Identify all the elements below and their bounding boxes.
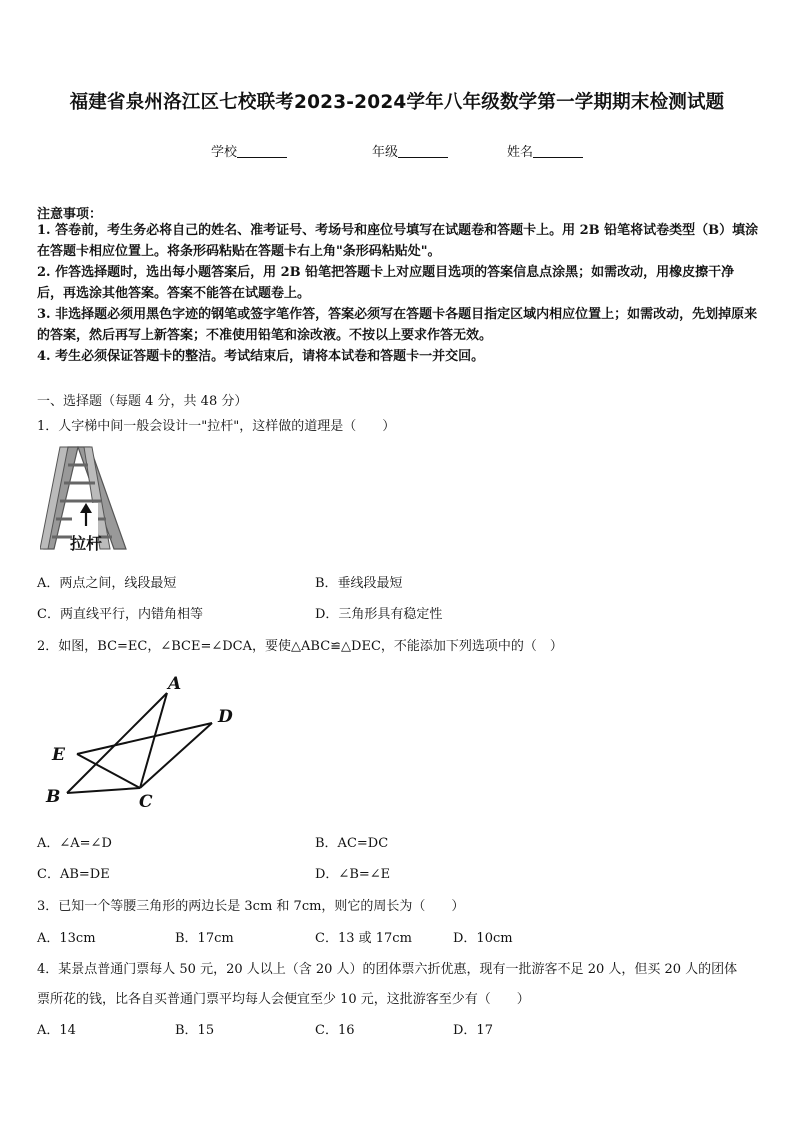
q3-option-c[interactable]: C．13 或 17cm (315, 931, 412, 946)
q4-option-a[interactable]: A．14 (37, 1023, 76, 1038)
q4-option-d[interactable]: D．17 (453, 1023, 493, 1038)
school-blank (237, 145, 287, 158)
notice-item: 2. 作答选择题时，选出每小题答案后，用 2B 铅笔把答题卡上对应题目选项的答案信息点涂黑；如需改动，用橡皮擦干净后，再选涂其他答案。答案不能答在试题卷上。 (37, 265, 735, 301)
point-c-label: C (139, 792, 153, 812)
question-3-stem: 3．已知一个等腰三角形的两边长是 3cm 和 7cm，则它的周长为（ ） (37, 899, 465, 914)
question-1-stem: 1．人字梯中间一般会设计一"拉杆"，这样做的道理是（ ） (37, 419, 396, 434)
question-2-stem: 2．如图，BC=EC，∠BCE=∠DCA，要使△ABC≌△DEC，不能添加下列选项中的（ ） (37, 639, 563, 654)
q1-option-a[interactable]: A．两点之间，线段最短 (37, 576, 177, 591)
notice-item: 3. 非选择题必须用黑色字迹的钢笔或签字笔作答，答案必须写在答题卡各题目指定区域内相应位置上；如需改动，先划掉原来的答案，然后再写上新答案；不准使用铅笔和涂改液。不按以上要求作答无效。 (37, 307, 758, 343)
q1-option-b[interactable]: B．垂线段最短 (315, 576, 403, 591)
page-title: 福建省泉州洛江区七校联考2023-2024学年八年级数学第一学期期末检测试题 (69, 92, 725, 113)
point-e-label: E (52, 745, 65, 765)
notice-heading: 注意事项： (37, 207, 103, 222)
q1-option-c[interactable]: C．两直线平行，内错角相等 (37, 607, 203, 622)
question-4-stem-line-2: 票所花的钱，比各自买普通门票平均每人会便宜至少 10 元，这批游客至少有（ ） (37, 992, 530, 1007)
school-label: 学校 (211, 145, 238, 160)
q3-option-a[interactable]: A．13cm (37, 931, 96, 946)
name-label: 姓名 (507, 145, 534, 160)
notice-item: 1. 答卷前，考生务必将自己的姓名、准考证号、考场号和座位号填写在试题卷和答题卡上。用 2B 铅笔将试卷类型（B）填涂在答题卡相应位置上。将条形码粘贴在答题卡右上角"条形码粘贴处"。 (37, 223, 759, 259)
grade-label: 年级 (372, 145, 399, 160)
q2-option-d[interactable]: D．∠B=∠E (315, 867, 391, 882)
grade-blank (398, 145, 448, 158)
name-blank (533, 145, 583, 158)
point-a-label: A (168, 674, 182, 694)
school-field (211, 141, 287, 160)
section-heading: 一、选择题（每题 4 分，共 48 分） (37, 394, 248, 409)
triangle-figure (40, 668, 250, 813)
q2-option-b[interactable]: B．AC=DC (315, 836, 389, 851)
q4-option-c[interactable]: C．16 (315, 1023, 355, 1038)
q2-option-c[interactable]: C．AB=DE (37, 867, 110, 882)
ladder-figure (40, 443, 130, 555)
ladder-label: 拉杆 (70, 534, 103, 553)
grade-field (372, 141, 448, 160)
notice-item: 4. 考生必须保证答题卡的整洁。考试结束后，请将本试卷和答题卡一并交回。 (37, 349, 485, 364)
question-4-stem-line-1: 4．某景点普通门票每人 50 元，20 人以上（含 20 人）的团体票六折优惠，现有一批游客不足 20 人，但买 20 人的团体 (37, 962, 738, 977)
point-d-label: D (218, 707, 233, 727)
q3-option-b[interactable]: B．17cm (175, 931, 234, 946)
q4-option-b[interactable]: B．15 (175, 1023, 215, 1038)
q2-option-a[interactable]: A．∠A=∠D (37, 836, 112, 851)
q3-option-d[interactable]: D．10cm (453, 931, 513, 946)
name-field (507, 141, 583, 160)
q1-option-d[interactable]: D．三角形具有稳定性 (315, 607, 443, 622)
point-b-label: B (46, 787, 61, 807)
